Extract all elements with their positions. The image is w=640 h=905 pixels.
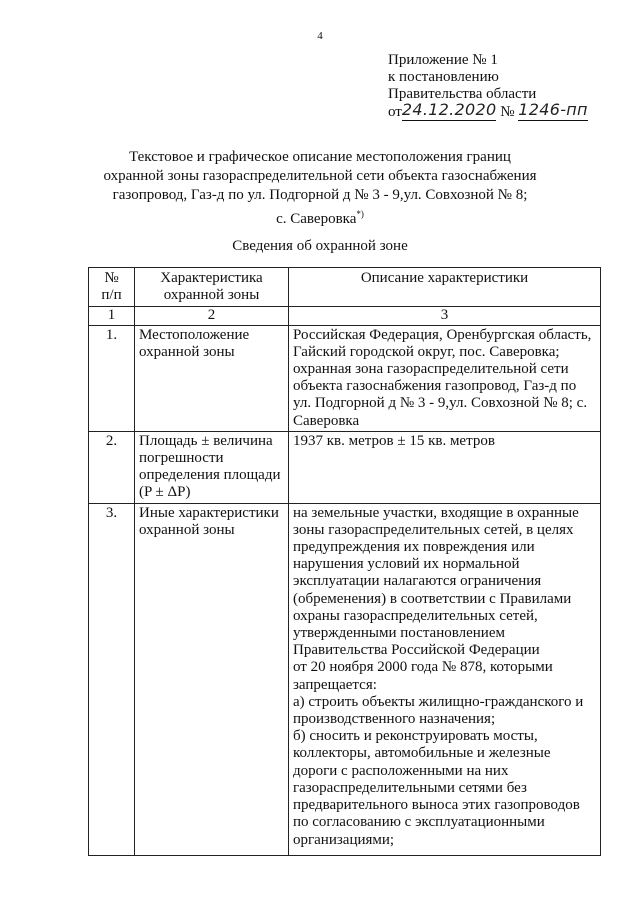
title-village: с. Саверовка	[276, 211, 357, 227]
annex-date-line	[388, 100, 588, 121]
header-num	[89, 268, 135, 307]
title-line-3: газопровод, Газ-д по ул. Подгорной д № 3 - 9,ул. Совхозной № 8;	[112, 187, 528, 203]
page-number: 4	[317, 30, 323, 42]
header-characteristic-line1: Характеристика	[160, 270, 263, 286]
annex-number-label: №	[500, 104, 515, 120]
description-line: предупреждения их повреждения или	[293, 539, 535, 556]
footnote-mark: *)	[356, 209, 364, 219]
table-row	[89, 431, 601, 503]
description-line: охраны газораспределительных сетей,	[293, 607, 538, 624]
description-line: Правительства Российской Федерации	[293, 642, 540, 659]
description-line: дороги с расположенными на них	[293, 762, 509, 779]
description-line: утвержденными постановлением	[293, 625, 505, 642]
row-characteristic: Местоположение охранной зоны	[135, 325, 289, 431]
row-description	[289, 503, 601, 855]
numbering-3: 3	[289, 307, 601, 325]
description-line: эксплуатации налагаются ограничения	[293, 573, 542, 590]
description-line: производственного назначения;	[293, 711, 496, 728]
numbering-1: 1	[89, 307, 135, 325]
description-line: газораспределительными сетями без	[293, 779, 527, 796]
row-num: 2.	[89, 431, 135, 503]
table-row	[89, 503, 601, 855]
row-num: 3.	[89, 503, 135, 855]
description-line: предварительного выноса этих газопроводов	[293, 797, 580, 814]
annex-line-1: Приложение № 1	[388, 52, 498, 68]
row-characteristic: Площадь ± величина погрешности определения площади (P ± ΔP)	[135, 431, 289, 503]
handwritten-number: 1246-пп	[518, 100, 588, 119]
description-line: по согласованию с эксплуатационными	[293, 814, 545, 831]
description-line: коллекторы, автомобильные и железные	[293, 745, 551, 762]
description-line: (обременения) в соответствии с Правилами	[293, 590, 572, 607]
title-line-1: Текстовое и графическое описание местоположения границ	[129, 149, 511, 165]
description-line: б) сносить и реконструировать мосты,	[293, 728, 538, 745]
row-description: 1937 кв. метров ± 15 кв. метров	[289, 431, 601, 503]
row-description: Российская Федерация, Оренбургская область, Гайский городской округ, пос. Саверовка; охранная зона газораспределительной сети объекта газоснабжения газопровод, Газ-д по ул. Подгорной д № 3 - 9,ул. Совхозной № 8; с. Саверовка	[289, 325, 601, 431]
description-line: запрещается:	[293, 676, 377, 693]
description-line: нарушения условий их нормальной	[293, 556, 520, 573]
row-characteristic: Иные характеристики охранной зоны	[135, 503, 289, 855]
table-numbering-row	[89, 307, 601, 325]
annex-line-2: к постановлению	[388, 69, 499, 85]
title-line-2: охранной зоны газораспределительной сети объекта газоснабжения	[103, 168, 537, 184]
row-num: 1.	[89, 325, 135, 431]
header-characteristic	[135, 268, 289, 307]
description-line: а) строить объекты жилищно-гражданского и	[293, 693, 584, 710]
description-line: на земельные участки, входящие в охранные	[293, 504, 579, 521]
table-row	[89, 325, 601, 431]
annex-ot-label: от	[388, 104, 402, 120]
section-subtitle: Сведения об охранной зоне	[232, 238, 408, 254]
description-line: организациями;	[293, 831, 395, 848]
header-description: Описание характеристики	[289, 268, 601, 307]
description-line: от 20 ноября 2000 года № 878, которыми	[293, 659, 553, 676]
numbering-2: 2	[135, 307, 289, 325]
annex-block	[388, 52, 588, 121]
title-line-4	[0, 205, 640, 229]
header-characteristic-line2: охранной зоны	[163, 287, 260, 304]
table-header-row	[89, 268, 601, 307]
header-num-line1: №	[104, 270, 119, 286]
handwritten-date: 24.12.2020	[401, 100, 497, 119]
document-title	[0, 148, 640, 229]
annex-line-3: Правительства области	[388, 86, 537, 102]
header-num-line2: п/п	[101, 287, 122, 304]
zone-info-table	[88, 267, 601, 856]
description-line: зоны газораспределительных сетей, в целях	[293, 521, 574, 538]
